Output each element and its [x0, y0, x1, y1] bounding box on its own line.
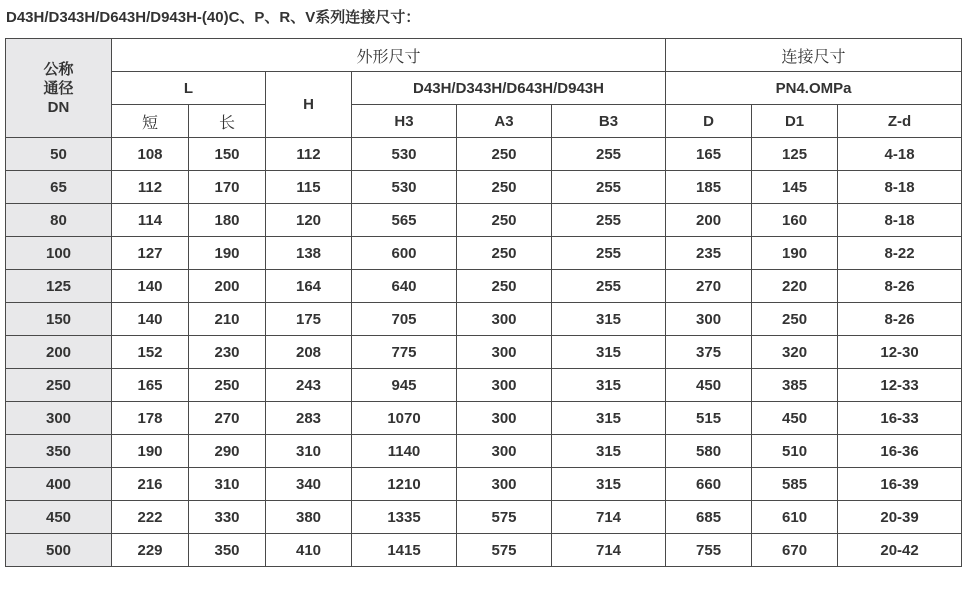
- cell-Z-d: 16-39: [838, 468, 962, 501]
- cell-D: 270: [666, 270, 752, 303]
- cell-L-short: 108: [112, 138, 189, 171]
- cell-H: 175: [266, 303, 352, 336]
- table-row: [6, 171, 962, 204]
- cell-A3: 250: [457, 237, 552, 270]
- table-row: [6, 270, 962, 303]
- header-model-group: D43H/D343H/D643H/D943H: [352, 72, 666, 105]
- header-B3: B3: [552, 105, 666, 138]
- cell-B3: 255: [552, 138, 666, 171]
- cell-L-short: 152: [112, 336, 189, 369]
- cell-A3: 300: [457, 435, 552, 468]
- header-L-short: 短: [112, 105, 189, 138]
- header-dn: [6, 39, 112, 138]
- cell-D1: 250: [752, 303, 838, 336]
- table-row: [6, 468, 962, 501]
- cell-A3: 250: [457, 171, 552, 204]
- cell-D1: 190: [752, 237, 838, 270]
- cell-L-short: 140: [112, 303, 189, 336]
- cell-A3: 250: [457, 204, 552, 237]
- cell-L-long: 290: [189, 435, 266, 468]
- cell-dn: 400: [6, 468, 112, 501]
- cell-L-short: 216: [112, 468, 189, 501]
- cell-H: 115: [266, 171, 352, 204]
- cell-L-long: 270: [189, 402, 266, 435]
- cell-Z-d: 20-42: [838, 534, 962, 567]
- cell-D: 515: [666, 402, 752, 435]
- cell-H: 243: [266, 369, 352, 402]
- cell-Z-d: 8-22: [838, 237, 962, 270]
- cell-B3: 714: [552, 501, 666, 534]
- cell-H3: 1415: [352, 534, 457, 567]
- cell-D: 755: [666, 534, 752, 567]
- dimension-table: [5, 38, 962, 567]
- table-row: [6, 138, 962, 171]
- header-dn-line1: 公称: [43, 60, 74, 78]
- cell-H: 164: [266, 270, 352, 303]
- cell-D1: 510: [752, 435, 838, 468]
- table-row: [6, 534, 962, 567]
- cell-D1: 450: [752, 402, 838, 435]
- cell-L-long: 200: [189, 270, 266, 303]
- header-L-long: 长: [189, 105, 266, 138]
- cell-B3: 315: [552, 369, 666, 402]
- cell-dn: 65: [6, 171, 112, 204]
- cell-dn: 50: [6, 138, 112, 171]
- cell-Z-d: 16-33: [838, 402, 962, 435]
- cell-dn: 500: [6, 534, 112, 567]
- cell-Z-d: 12-33: [838, 369, 962, 402]
- header-A3: A3: [457, 105, 552, 138]
- cell-L-long: 180: [189, 204, 266, 237]
- cell-D1: 670: [752, 534, 838, 567]
- cell-Z-d: 8-26: [838, 270, 962, 303]
- table-body: [6, 138, 962, 567]
- table-row: [6, 303, 962, 336]
- header-L: L: [112, 72, 266, 105]
- cell-B3: 315: [552, 468, 666, 501]
- cell-H3: 530: [352, 171, 457, 204]
- cell-L-short: 114: [112, 204, 189, 237]
- cell-Z-d: 16-36: [838, 435, 962, 468]
- header-connection-dimensions: 连接尺寸: [666, 39, 962, 72]
- cell-H: 120: [266, 204, 352, 237]
- cell-dn: 250: [6, 369, 112, 402]
- page-title: D43H/D343H/D643H/D943H-(40)C、P、R、V系列连接尺寸：: [6, 9, 421, 26]
- cell-A3: 300: [457, 468, 552, 501]
- table-row: [6, 237, 962, 270]
- cell-L-short: 127: [112, 237, 189, 270]
- cell-H3: 1210: [352, 468, 457, 501]
- table-row: [6, 501, 962, 534]
- cell-A3: 300: [457, 402, 552, 435]
- header-H: H: [266, 72, 352, 138]
- cell-L-short: 112: [112, 171, 189, 204]
- cell-H3: 640: [352, 270, 457, 303]
- cell-L-long: 170: [189, 171, 266, 204]
- cell-A3: 575: [457, 501, 552, 534]
- cell-D1: 160: [752, 204, 838, 237]
- cell-B3: 255: [552, 171, 666, 204]
- cell-dn: 350: [6, 435, 112, 468]
- cell-H: 410: [266, 534, 352, 567]
- cell-Z-d: 8-26: [838, 303, 962, 336]
- header-dn-line2: 通径: [43, 79, 74, 97]
- table-row: [6, 336, 962, 369]
- cell-Z-d: 8-18: [838, 171, 962, 204]
- cell-D: 580: [666, 435, 752, 468]
- cell-A3: 300: [457, 336, 552, 369]
- cell-B3: 315: [552, 303, 666, 336]
- table-row: [6, 435, 962, 468]
- cell-Z-d: 20-39: [838, 501, 962, 534]
- cell-L-long: 330: [189, 501, 266, 534]
- cell-H: 112: [266, 138, 352, 171]
- cell-B3: 315: [552, 402, 666, 435]
- cell-D1: 145: [752, 171, 838, 204]
- cell-L-short: 190: [112, 435, 189, 468]
- cell-L-long: 350: [189, 534, 266, 567]
- cell-H3: 600: [352, 237, 457, 270]
- cell-dn: 450: [6, 501, 112, 534]
- table-row: [6, 402, 962, 435]
- cell-A3: 300: [457, 303, 552, 336]
- header-pressure-group: PN4.OMPa: [666, 72, 962, 105]
- cell-D1: 320: [752, 336, 838, 369]
- cell-L-long: 150: [189, 138, 266, 171]
- header-dn-line3: DN: [47, 98, 70, 116]
- cell-H: 310: [266, 435, 352, 468]
- cell-Z-d: 4-18: [838, 138, 962, 171]
- cell-H3: 1335: [352, 501, 457, 534]
- cell-A3: 250: [457, 138, 552, 171]
- cell-L-short: 222: [112, 501, 189, 534]
- cell-D: 660: [666, 468, 752, 501]
- cell-D1: 610: [752, 501, 838, 534]
- cell-B3: 315: [552, 435, 666, 468]
- table-row: [6, 204, 962, 237]
- cell-L-short: 178: [112, 402, 189, 435]
- cell-A3: 575: [457, 534, 552, 567]
- header-Z-d: Z-d: [838, 105, 962, 138]
- cell-B3: 255: [552, 270, 666, 303]
- cell-L-long: 190: [189, 237, 266, 270]
- cell-D: 450: [666, 369, 752, 402]
- cell-dn: 100: [6, 237, 112, 270]
- cell-H3: 1140: [352, 435, 457, 468]
- cell-L-short: 229: [112, 534, 189, 567]
- cell-D: 300: [666, 303, 752, 336]
- cell-D1: 125: [752, 138, 838, 171]
- cell-D: 200: [666, 204, 752, 237]
- cell-H3: 775: [352, 336, 457, 369]
- cell-H3: 945: [352, 369, 457, 402]
- cell-H3: 565: [352, 204, 457, 237]
- cell-H: 283: [266, 402, 352, 435]
- cell-dn: 300: [6, 402, 112, 435]
- cell-B3: 255: [552, 237, 666, 270]
- cell-D1: 220: [752, 270, 838, 303]
- cell-L-long: 310: [189, 468, 266, 501]
- cell-dn: 125: [6, 270, 112, 303]
- cell-L-long: 210: [189, 303, 266, 336]
- cell-L-short: 165: [112, 369, 189, 402]
- header-outline-dimensions: 外形尺寸: [112, 39, 666, 72]
- cell-H: 380: [266, 501, 352, 534]
- cell-H: 208: [266, 336, 352, 369]
- cell-dn: 200: [6, 336, 112, 369]
- cell-A3: 250: [457, 270, 552, 303]
- cell-L-long: 250: [189, 369, 266, 402]
- cell-L-long: 230: [189, 336, 266, 369]
- cell-D1: 585: [752, 468, 838, 501]
- cell-D: 165: [666, 138, 752, 171]
- cell-B3: 315: [552, 336, 666, 369]
- cell-H3: 530: [352, 138, 457, 171]
- cell-L-short: 140: [112, 270, 189, 303]
- cell-H: 138: [266, 237, 352, 270]
- cell-D: 185: [666, 171, 752, 204]
- cell-D: 685: [666, 501, 752, 534]
- header-H3: H3: [352, 105, 457, 138]
- header-D1: D1: [752, 105, 838, 138]
- cell-D: 235: [666, 237, 752, 270]
- cell-H3: 705: [352, 303, 457, 336]
- table-row: [6, 369, 962, 402]
- header-D: D: [666, 105, 752, 138]
- cell-A3: 300: [457, 369, 552, 402]
- cell-D1: 385: [752, 369, 838, 402]
- cell-D: 375: [666, 336, 752, 369]
- cell-H: 340: [266, 468, 352, 501]
- cell-B3: 714: [552, 534, 666, 567]
- cell-H3: 1070: [352, 402, 457, 435]
- cell-Z-d: 12-30: [838, 336, 962, 369]
- cell-dn: 80: [6, 204, 112, 237]
- cell-B3: 255: [552, 204, 666, 237]
- cell-Z-d: 8-18: [838, 204, 962, 237]
- cell-dn: 150: [6, 303, 112, 336]
